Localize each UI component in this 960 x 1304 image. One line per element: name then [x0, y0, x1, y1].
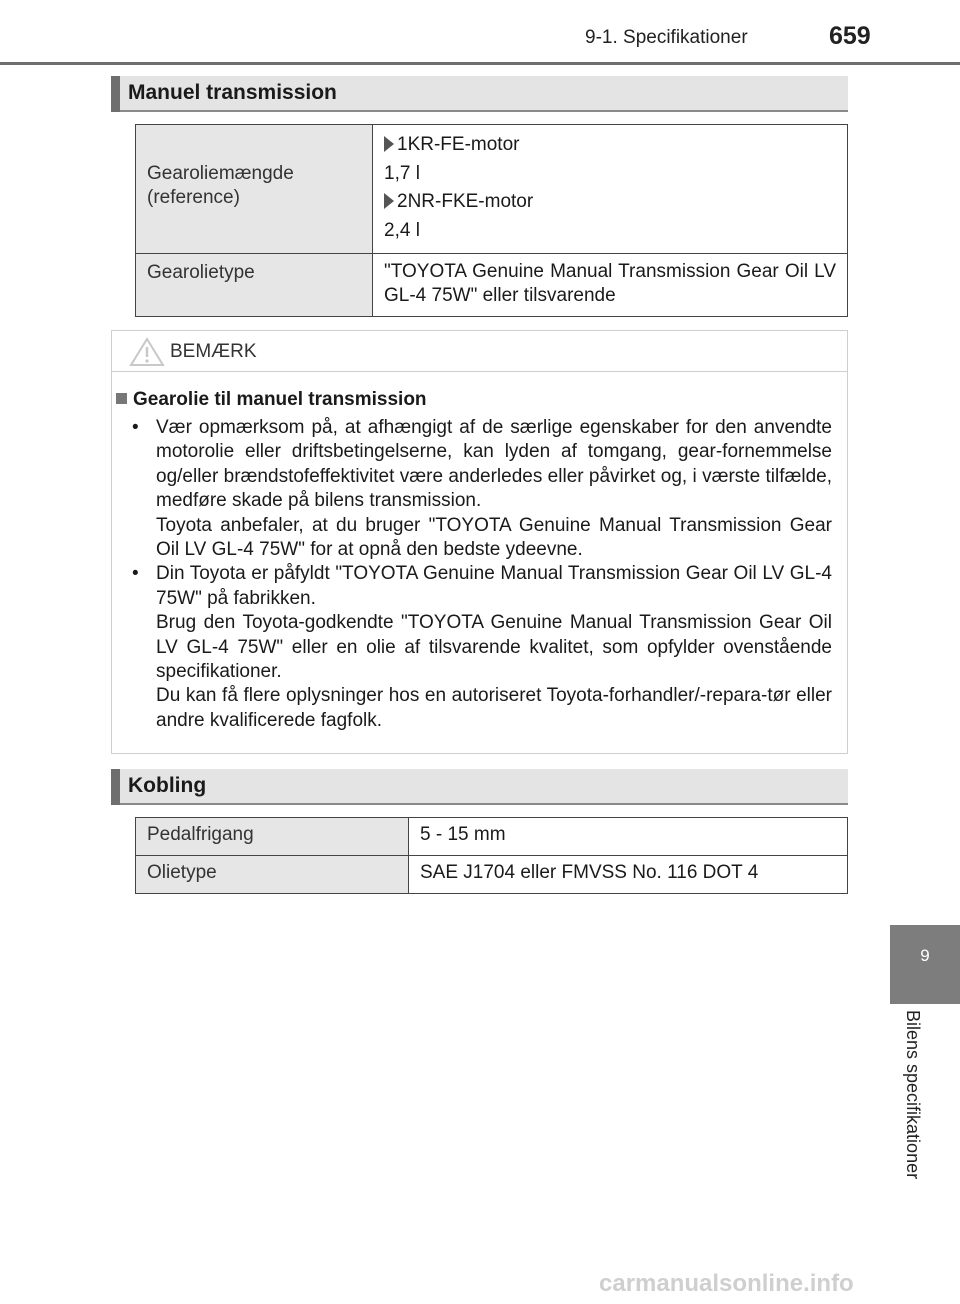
list-item	[126, 416, 832, 562]
bullet-dot-icon: •	[132, 563, 139, 585]
paragraph: Brug den Toyota-godkendte "TOYOTA Genuine Manual Transmission Gear Oil LV GL-4 75W" eller en olie af tilsvarende kvalitet, som opfylder ovenstående specifikationer.	[156, 612, 832, 683]
running-header-section: 9-1. Specifikationer	[585, 27, 748, 48]
table-cell-value	[373, 125, 848, 254]
warning-triangle-icon	[129, 337, 165, 372]
bullet-dot-icon: •	[132, 417, 139, 438]
manual-transmission-table	[135, 124, 848, 317]
paragraph: Du kan få flere oplysninger hos en autoriseret Toyota-forhandler/-repara-tør eller andre kvalificerede fagfolk.	[156, 685, 832, 731]
section-heading-clutch	[111, 769, 848, 805]
paragraph: Din Toyota er påfyldt "TOYOTA Genuine Manual Transmission Gear Oil LV GL-4 75W" på fabrikken.	[156, 563, 832, 609]
table-cell-value: SAE J1704 eller FMVSS No. 116 DOT 4	[409, 856, 848, 894]
chapter-tab: 9	[890, 925, 960, 1004]
paragraph: Toyota anbefaler, at du bruger "TOYOTA Genuine Manual Transmission Gear Oil LV GL-4 75W" for at opnå den bedste ydeevne.	[156, 514, 832, 561]
section-title: Manuel transmission	[128, 81, 337, 104]
table-cell-value: "TOYOTA Genuine Manual Transmission Gear Oil LV GL-4 75W" eller tilsvarende	[373, 254, 848, 317]
notice-header	[112, 331, 847, 372]
engine-entry: 1KR-FE-motor	[384, 131, 836, 160]
notice-box	[111, 330, 848, 754]
table-cell-label: Gearoliemængde (reference)	[136, 125, 373, 254]
square-bullet-icon	[116, 393, 127, 404]
page-number: 659	[829, 22, 871, 50]
table-row	[136, 818, 848, 856]
section-title: Kobling	[128, 774, 207, 797]
notice-body	[126, 416, 832, 733]
section-marker	[111, 76, 120, 112]
notice-subheading: Gearolie til manuel transmission	[116, 389, 427, 411]
header-rule	[0, 62, 960, 65]
section-heading-manual-transmission	[111, 76, 848, 112]
arrow-right-icon	[384, 193, 394, 209]
chapter-label: Bilens specifikationer	[903, 1010, 923, 1180]
table-row	[136, 125, 848, 254]
paragraph: Vær opmærksom på, at afhængigt af de særlige egenskaber for den anvendte motorolie eller driftsbetingelserne, kan lyden af tomgang, gear-fornemmelse og/eller brændstofeffektivitet være anderledes eller påvirket og, i værste tilfælde, medføre skade på bilens transmission.	[156, 417, 832, 512]
table-row	[136, 254, 848, 317]
watermark: carmanualsonline.info	[599, 1270, 854, 1297]
section-marker	[111, 769, 120, 805]
engine-value: 1,7 l	[384, 162, 420, 184]
notice-title: BEMÆRK	[170, 341, 257, 362]
table-row	[136, 856, 848, 894]
table-cell-label: Pedalfrigang	[136, 818, 409, 856]
list-item	[126, 562, 832, 733]
engine-value: 2,4 l	[384, 219, 420, 241]
engine-entry: 2NR-FKE-motor	[384, 188, 836, 217]
table-cell-label: Gearolietype	[136, 254, 373, 317]
table-cell-label: Olietype	[136, 856, 409, 894]
clutch-table	[135, 817, 848, 894]
table-cell-value: 5 - 15 mm	[409, 818, 848, 856]
arrow-right-icon	[384, 136, 394, 152]
